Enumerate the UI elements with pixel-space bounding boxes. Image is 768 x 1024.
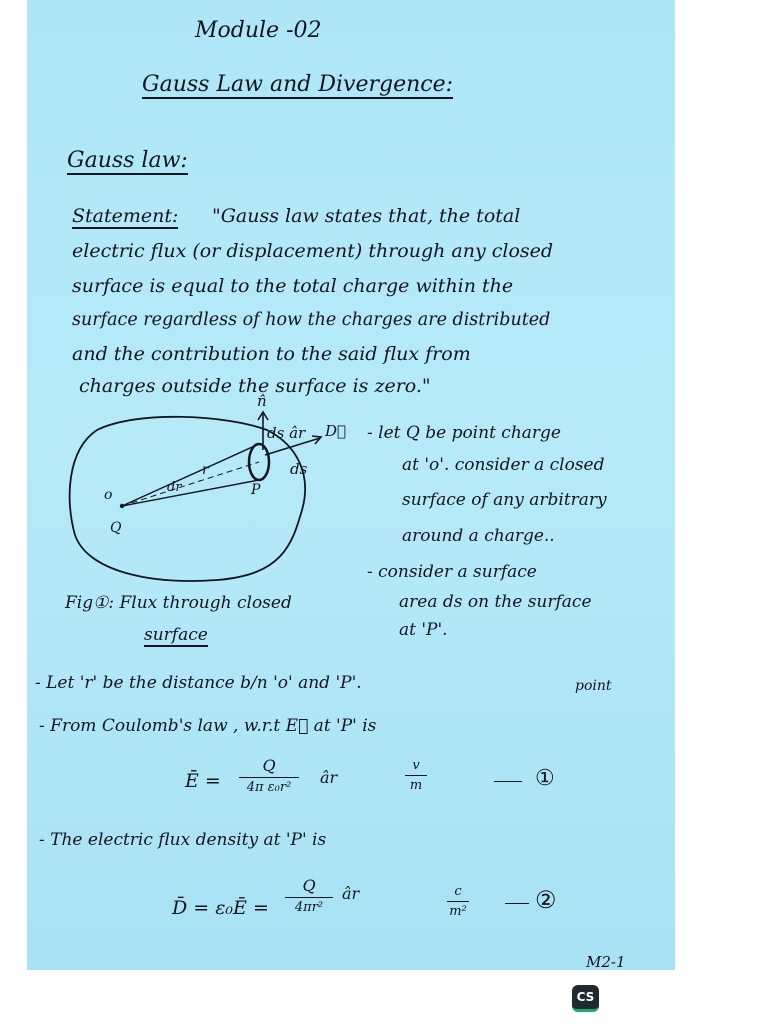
eq2-fraction: Q 4πr² <box>285 876 333 915</box>
line-flux-density: - The electric flux density at 'P' is <box>39 830 327 850</box>
line-coulomb: - From Coulomb's law , w.r.t E⃗ at 'P' is <box>39 716 377 736</box>
eq1-tag: ① <box>535 766 555 791</box>
eq2-lhs: D̄ = ε₀Ē = <box>172 897 269 919</box>
label-q: Q <box>110 520 122 536</box>
figure-caption-line-2: surface <box>144 625 208 645</box>
line-distance: - Let 'r' be the distance b/n 'o' and 'P'. <box>35 673 362 693</box>
side-note-5: - consider a surface <box>367 562 537 582</box>
label-o: o <box>104 487 113 503</box>
side-note-3: surface of any arbitrary <box>402 490 607 510</box>
label-d-vector: D⃗ <box>325 422 347 440</box>
eq2-unit-vector: âr <box>342 884 360 903</box>
statement-line-3: surface is equal to the total charge within the <box>72 275 514 297</box>
statement-label: Statement: <box>72 205 179 227</box>
eq1-fraction: Q 4π ε₀r² <box>239 756 299 795</box>
module-title: Module -02 <box>195 18 322 43</box>
side-note-1: - let Q be point charge <box>367 423 561 443</box>
statement-line-1: "Gauss law states that, the total <box>212 205 521 227</box>
eq2-unit: c m² <box>447 884 469 919</box>
label-r: r <box>202 462 209 478</box>
statement-line-5: and the contribution to the said flux from <box>72 343 471 365</box>
heading-text: Gauss Law and Divergence: <box>142 72 454 97</box>
eq2-dash <box>505 903 529 904</box>
label-dr: dr <box>167 480 182 495</box>
side-note-6: area ds on the surface <box>399 592 592 612</box>
section-title: Gauss law: <box>67 148 188 173</box>
radius-line-upper <box>122 444 259 506</box>
label-ds: ds <box>290 460 308 478</box>
label-n-hat: n̂ <box>257 392 267 410</box>
label-p: P <box>251 482 261 498</box>
side-note-4: around a charge.. <box>402 526 555 546</box>
statement-line-4: surface regardless of how the charges are distributed <box>72 310 551 330</box>
notebook-page <box>27 0 675 970</box>
eq1-unit: v m <box>405 758 427 793</box>
eq1-unit-vector: âr <box>320 768 338 787</box>
figure-caption-line-1: Fig①: Flux through closed <box>65 593 292 613</box>
page-mark: M2-1 <box>586 953 626 971</box>
statement-line-2: electric flux (or displacement) through any closed <box>72 240 554 262</box>
statement-line-6: charges outside the surface is zero." <box>79 375 431 397</box>
charge-point <box>120 504 124 508</box>
camscanner-logo: CS <box>572 985 599 1012</box>
line-distance-note: point <box>575 678 612 694</box>
side-note-2: at 'o'. consider a closed <box>402 455 605 475</box>
eq1-dash <box>494 781 522 782</box>
label-ds-ar: ds âr <box>267 424 306 442</box>
eq1-lhs: Ē = <box>185 770 221 792</box>
side-note-7: at 'P'. <box>399 620 448 640</box>
eq2-tag: ② <box>535 886 557 914</box>
